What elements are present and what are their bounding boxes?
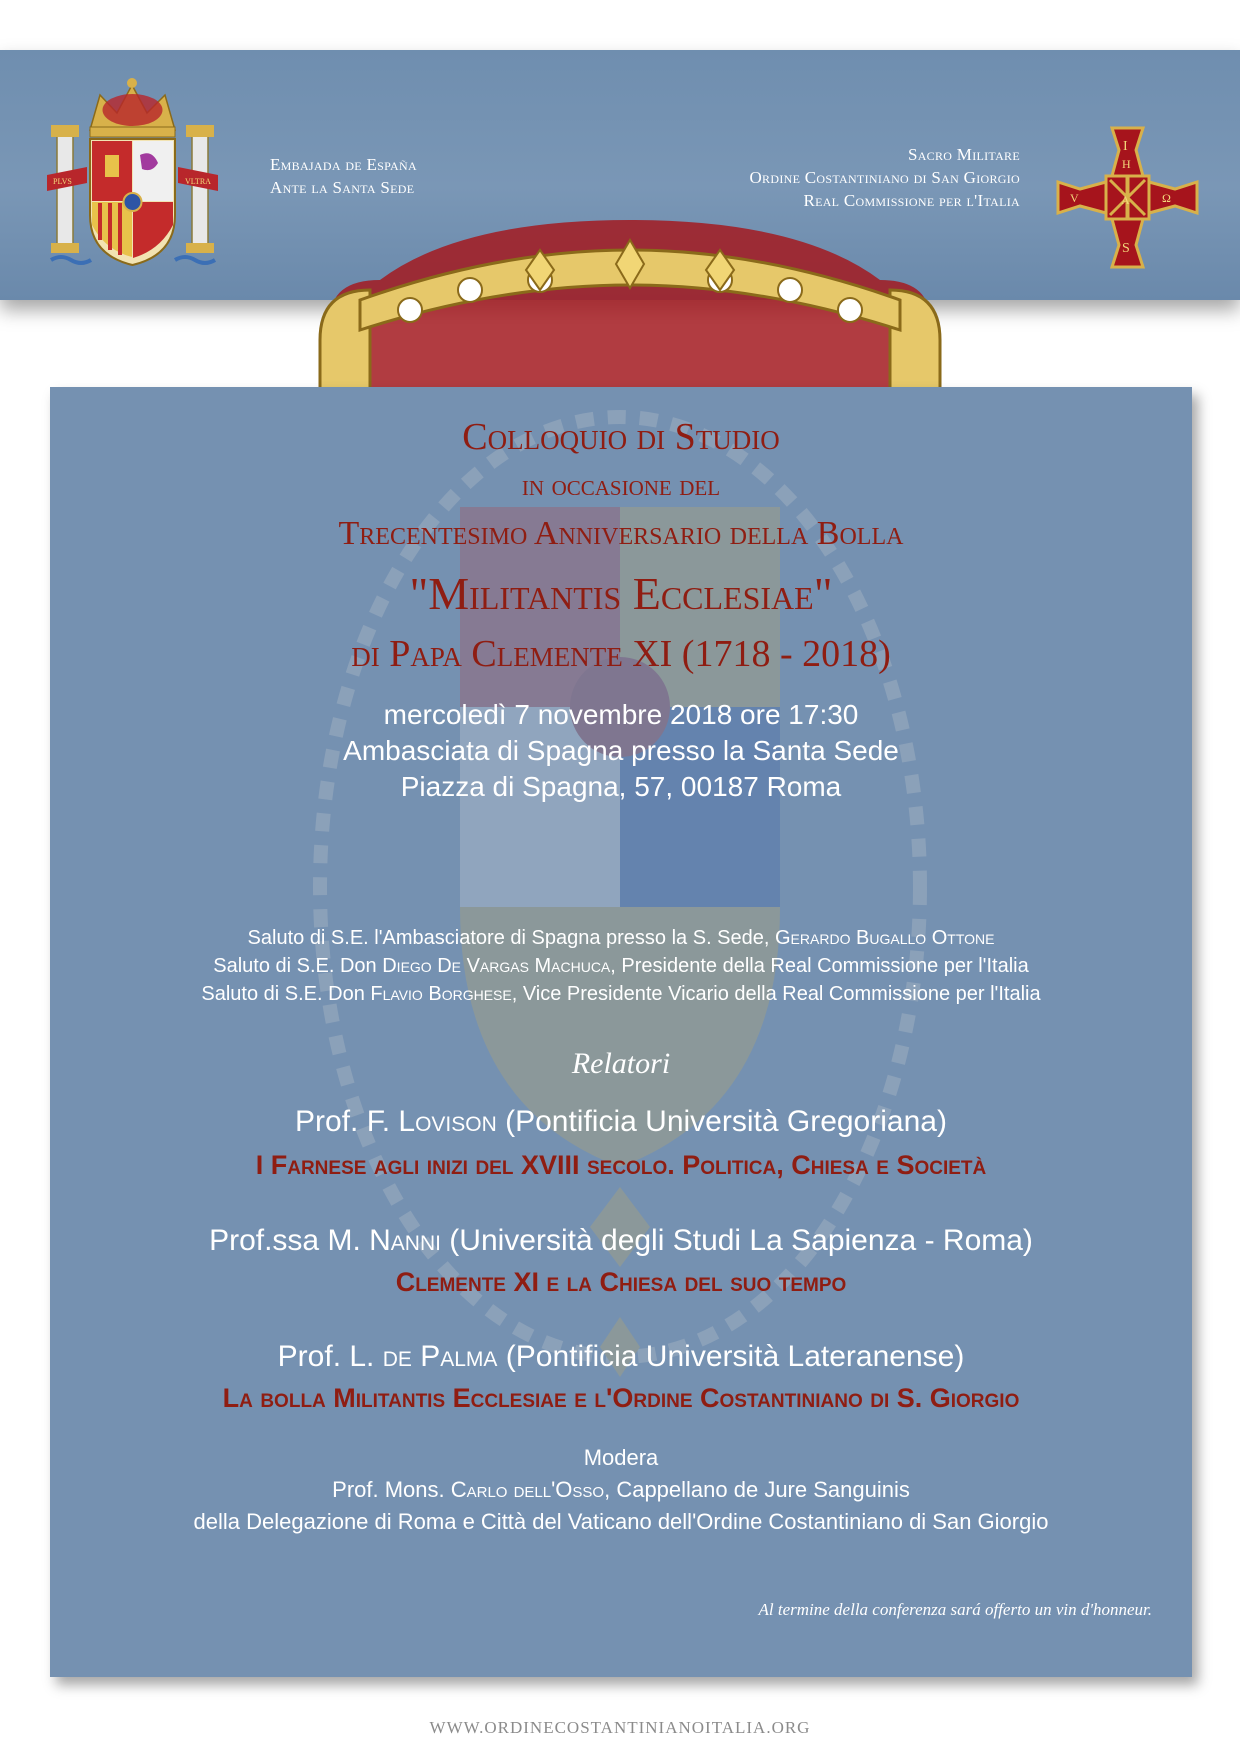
spain-coat-of-arms <box>45 75 220 275</box>
saluto-2-name: Diego De Vargas Machuca <box>382 955 611 977</box>
order-line-2: Ordine Costantiniano di San Giorgio <box>749 168 1020 187</box>
speaker-3-post: (Pontificia Università Lateranense) <box>497 1340 965 1373</box>
moderator-post: , Cappellano de Jure Sanguinis <box>604 1477 910 1502</box>
speaker-3 <box>50 1340 1192 1374</box>
order-line-3: Real Commissione per l'Italia <box>803 191 1020 210</box>
saluto-3-name: Flavio Borghese <box>370 983 512 1005</box>
footer-url[interactable]: WWW.ORDINECOSTANTINIANOITALIA.ORG <box>429 1718 811 1737</box>
cross-letter-right: Ω <box>1162 191 1171 205</box>
talk-3: La bolla Militantis Ecclesiae e l'Ordine Costantiniano di S. Giorgio <box>222 1383 1020 1413</box>
closing-note: Al termine della conferenza sará offerto un vin d'honneur. <box>758 1600 1152 1619</box>
talk-2: Clemente XI e la Chiesa del suo tempo <box>395 1267 847 1297</box>
saluto-3-post: , Vice Presidente Vicario della Real Commissione per l'Italia <box>511 983 1041 1005</box>
title-line-4: "Militantis Ecclesiae" <box>409 568 833 619</box>
saluto-2-post: , Presidente della Real Commissione per l'Italia <box>610 955 1029 977</box>
speaker-3-name: de Palma <box>382 1340 498 1373</box>
saluto-2 <box>50 955 1192 978</box>
saluto-3-pre: Saluto di S.E. Don <box>201 983 371 1005</box>
event-address: Piazza di Spagna, 57, 00187 Roma <box>400 771 842 802</box>
cross-letter-left: V <box>1070 191 1079 205</box>
event-venue: Ambasciata di Spagna presso la Santa Sede <box>343 735 899 766</box>
saluto-1-pre: Saluto di S.E. l'Ambasciatore di Spagna presso la S. Sede, <box>247 927 775 949</box>
title-line-1: Colloquio di Studio <box>462 416 780 458</box>
speaker-1-name: Lovison <box>398 1105 497 1138</box>
cross-letter-bottom: S <box>1122 241 1130 256</box>
crown-artwork <box>300 140 960 390</box>
moderator-heading: Modera <box>583 1445 659 1470</box>
speaker-3-pre: Prof. L. <box>277 1340 383 1373</box>
moderator-line-2: della Delegazione di Roma e Città del Vaticano dell'Ordine Costantiniano di San Giorgio <box>193 1509 1049 1534</box>
embassy-line-2: Ante la Santa Sede <box>270 178 415 197</box>
embassy-line-1: Embajada de España <box>270 155 417 174</box>
saluto-1-name: Gerardo Bugallo Ottone <box>775 927 995 949</box>
speaker-1 <box>50 1105 1192 1139</box>
event-datetime: mercoledì 7 novembre 2018 ore 17:30 <box>383 699 859 730</box>
talk-1: I Farnese agli inizi del XVIII secolo. Politica, Chiesa e Società <box>255 1150 987 1180</box>
speaker-2-name: Nanni <box>369 1224 441 1257</box>
ribbon-left-text: PLVS <box>53 177 72 186</box>
speaker-1-pre: Prof. F. <box>295 1105 399 1138</box>
title-line-2: in occasione del <box>521 469 721 502</box>
main-panel <box>50 387 1192 1677</box>
relatori-heading: Relatori <box>571 1047 671 1080</box>
saluto-1 <box>50 927 1192 950</box>
cross-letter-center: H <box>1122 157 1131 171</box>
order-line-1: Sacro Militare <box>907 145 1020 164</box>
title-line-3: Trecentesimo Anniversario della Bolla <box>338 515 904 552</box>
saluto-2-pre: Saluto di S.E. Don <box>213 955 383 977</box>
constantinian-cross-icon <box>1050 120 1205 275</box>
moderator-name: Carlo dell'Osso <box>450 1477 605 1502</box>
moderator-pre: Prof. Mons. <box>332 1477 451 1502</box>
cross-letter-top: I <box>1123 139 1128 154</box>
ribbon-right-text: VLTRA <box>185 177 211 186</box>
moderator-line-1 <box>50 1477 1192 1503</box>
speaker-2-pre: Prof.ssa M. <box>209 1224 370 1257</box>
speaker-2-post: (Università degli Studi La Sapienza - Roma) <box>440 1224 1033 1257</box>
title-line-5: di Papa Clemente XI (1718 - 2018) <box>351 633 891 675</box>
speaker-1-post: (Pontificia Università Gregoriana) <box>496 1105 947 1138</box>
speaker-2 <box>50 1224 1192 1258</box>
cross-letter-middle: A <box>1121 193 1130 207</box>
saluto-3 <box>50 983 1192 1006</box>
